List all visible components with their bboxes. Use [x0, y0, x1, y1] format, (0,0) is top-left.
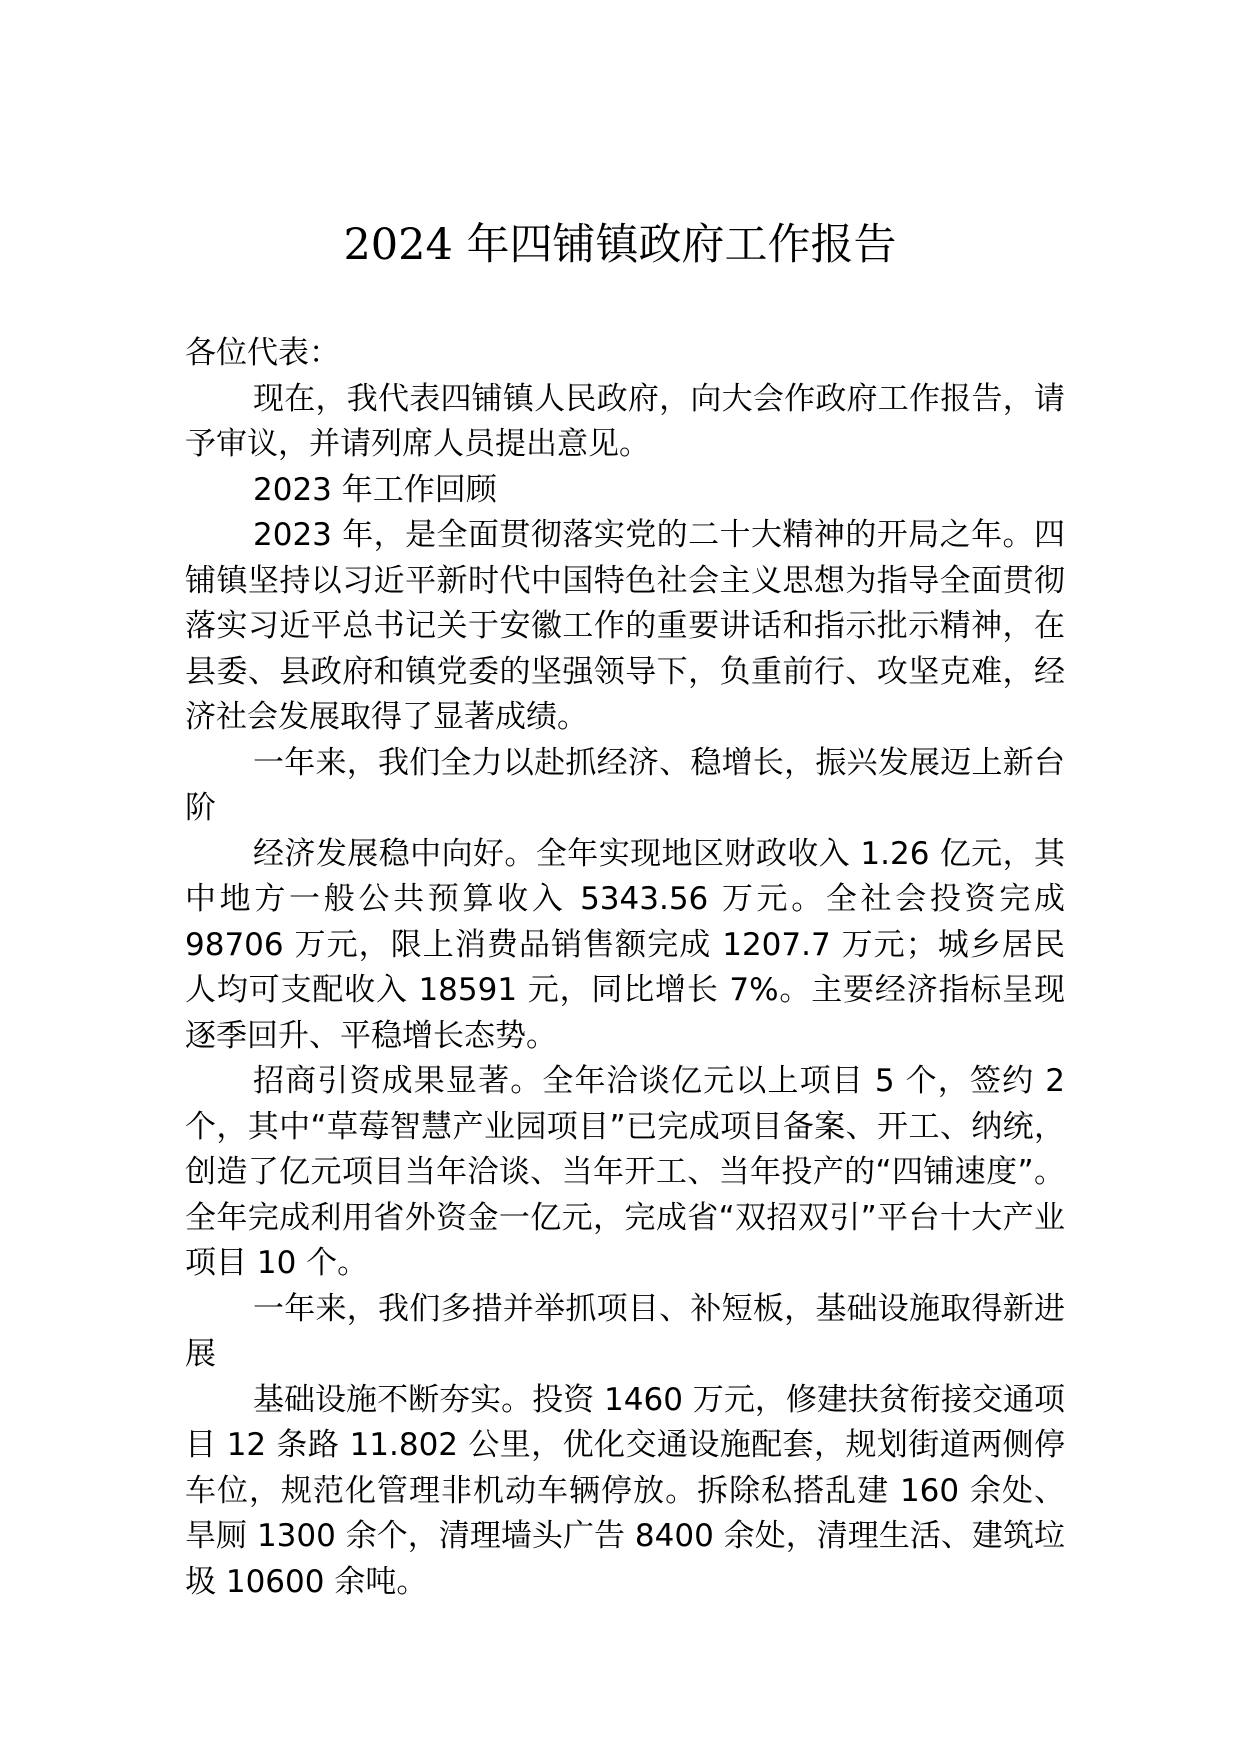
greeting: 各位代表： [185, 335, 340, 371]
subheading-infrastructure: 一年来，我们多措并举抓项目、补短板，基础设施取得新进展 [185, 1290, 1065, 1372]
document-body [185, 331, 1065, 1605]
subheading-economy: 一年来，我们全力以赴抓经济、稳增长，振兴发展迈上新台阶 [185, 744, 1065, 826]
paragraph-intro: 现在，我代表四铺镇人民政府，向大会作政府工作报告，请予审议，并请列席人员提出意见。 [185, 380, 1065, 462]
document-title: 2024 年四铺镇政府工作报告 [343, 220, 897, 270]
paragraph-overview: 2023 年，是全面贯彻落实党的二十大精神的开局之年。四铺镇坚持以习近平新时代中国特色社会主义思想为指导全面贯彻落实习近平总书记关于安徽工作的重要讲话和指示批示精神，在县委、县政府和镇党委的坚强领导下，负重前行、攻坚克难，经济社会发展取得了显著成绩。 [185, 517, 1065, 735]
paragraph-infrastructure: 基础设施不断夯实。投资 1460 万元，修建扶贫衔接交通项目 12 条路 11.802 公里，优化交通设施配套，规划街道两侧停车位，规范化管理非机动车辆停放。拆除私搭乱建 160 余处、旱厕 1300 余个，清理墙头广告 8400 余处，清理生活、建筑垃圾 10600 余吨。 [185, 1381, 1065, 1600]
paragraph-investment: 招商引资成果显著。全年洽谈亿元以上项目 5 个，签约 2 个，其中“草莓智慧产业园项目”已完成项目备案、开工、纳统，创造了亿元项目当年洽谈、当年开工、当年投产的“四铺速度”。全年完成利用省外资金一亿元，完成省“双招双引”平台十大产业项目 10 个。 [185, 1063, 1065, 1281]
paragraph-economy: 经济发展稳中向好。全年实现地区财政收入 1.26 亿元，其中地方一般公共预算收入 5343.56 万元。全社会投资完成 98706 万元，限上消费品销售额完成 1207.7 万元；城乡居民人均可支配收入 18591 元，同比增长 7%。主要经济指标呈现逐季回升、平稳增长态势。 [185, 835, 1065, 1054]
section-heading-review: 2023 年工作回顾 [253, 471, 497, 508]
